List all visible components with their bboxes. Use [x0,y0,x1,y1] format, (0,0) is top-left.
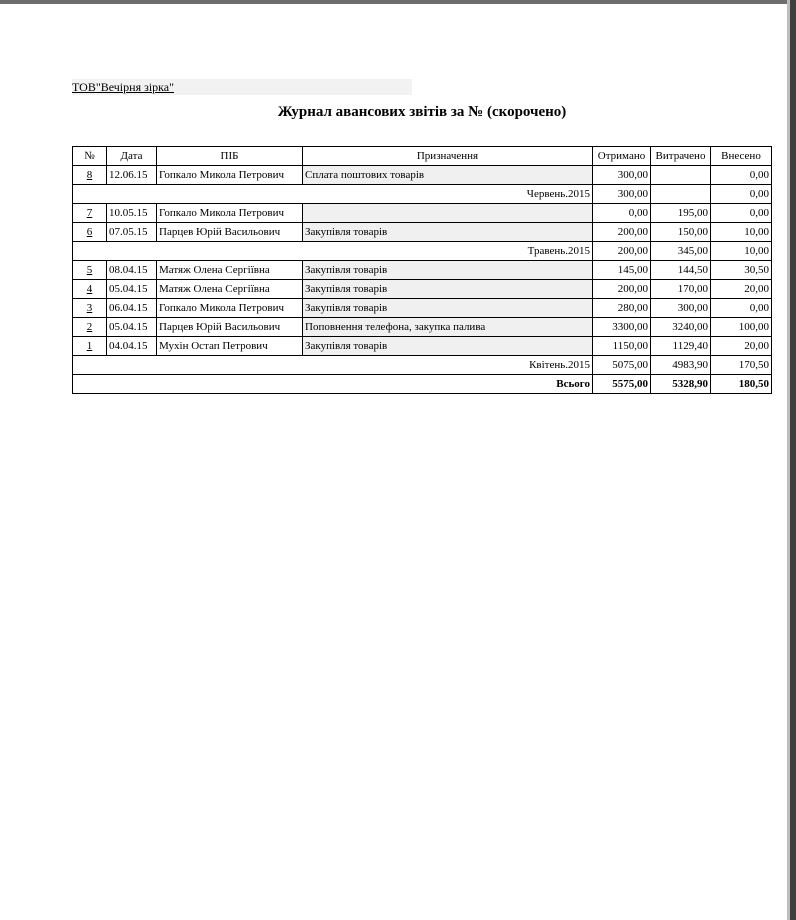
table-row [73,166,772,185]
entry-date: 10.05.15 [107,204,157,223]
page-title: Журнал авансових звітів за № (скорочено) [277,104,567,120]
month-subtotal-row [73,185,772,204]
entry-date: 05.04.15 [107,280,157,299]
subtotal-label: Квітень.2015 [73,356,593,375]
entry-deposited: 20,00 [711,280,772,299]
month-subtotal-row [73,356,772,375]
entry-number-link[interactable]: 7 [86,207,93,219]
entry-spent: 3240,00 [651,318,711,337]
entry-name: Гопкало Микола Петрович [157,204,303,223]
subtotal-deposited: 170,50 [711,356,772,375]
company-name-text[interactable]: ТОВ"Вечірня зірка" [72,80,175,94]
entry-deposited: 10,00 [711,223,772,242]
entry-received: 280,00 [593,299,651,318]
entry-purpose: Закупівля товарів [303,299,593,318]
entry-received: 200,00 [593,280,651,299]
table-header-row [73,147,772,166]
entry-spent: 300,00 [651,299,711,318]
entry-purpose: Закупівля товарів [303,223,593,242]
entry-name: Парцев Юрій Васильович [157,223,303,242]
subtotal-spent: 4983,90 [651,356,711,375]
entry-received: 3300,00 [593,318,651,337]
column-header-deposited: Внесено [711,147,772,166]
entry-received: 0,00 [593,204,651,223]
journal-body [73,166,772,394]
entry-deposited: 0,00 [711,204,772,223]
entry-spent: 170,00 [651,280,711,299]
entry-date: 07.05.15 [107,223,157,242]
total-received: 5575,00 [593,375,651,394]
entry-date: 08.04.15 [107,261,157,280]
entry-purpose: Сплата поштових товарів [303,166,593,185]
entry-number-cell [73,337,107,356]
entry-number-cell [73,299,107,318]
entry-name: Мухін Остап Петрович [157,337,303,356]
entry-date: 04.04.15 [107,337,157,356]
table-row [73,337,772,356]
window-top-border [0,0,796,4]
entry-spent: 144,50 [651,261,711,280]
entry-name: Матяж Олена Сергіївна [157,261,303,280]
journal-table [72,146,772,394]
entry-number-cell [73,318,107,337]
entry-spent: 195,00 [651,204,711,223]
entry-date: 05.04.15 [107,318,157,337]
entry-date: 06.04.15 [107,299,157,318]
entry-deposited: 100,00 [711,318,772,337]
entry-name: Матяж Олена Сергіївна [157,280,303,299]
column-header-spent: Витрачено [651,147,711,166]
grand-total-row [73,375,772,394]
entry-deposited: 0,00 [711,299,772,318]
entry-name: Гопкало Микола Петрович [157,299,303,318]
entry-spent [651,166,711,185]
entry-purpose: Закупівля товарів [303,280,593,299]
subtotal-received: 5075,00 [593,356,651,375]
entry-purpose: Поповнення телефона, закупка палива [303,318,593,337]
subtotal-label: Травень.2015 [73,242,593,261]
table-row [73,299,772,318]
entry-number-cell [73,261,107,280]
entry-number-link[interactable]: 8 [86,169,93,181]
entry-deposited: 20,00 [711,337,772,356]
column-header-number: № [73,147,107,166]
entry-received: 145,00 [593,261,651,280]
entry-purpose: Закупівля товарів [303,261,593,280]
table-row [73,223,772,242]
entry-number-cell [73,223,107,242]
table-row [73,261,772,280]
entry-number-cell [73,166,107,185]
total-deposited: 180,50 [711,375,772,394]
entry-number-link[interactable]: 6 [86,226,93,238]
entry-spent: 1129,40 [651,337,711,356]
subtotal-deposited: 10,00 [711,242,772,261]
subtotal-deposited: 0,00 [711,185,772,204]
subtotal-label: Червень.2015 [73,185,593,204]
window-right-border [790,0,796,920]
total-label: Всього [73,375,593,394]
entry-number-link[interactable]: 3 [86,302,93,314]
entry-number-link[interactable]: 4 [86,283,93,295]
entry-date: 12.06.15 [107,166,157,185]
entry-received: 300,00 [593,166,651,185]
entry-name: Парцев Юрій Васильович [157,318,303,337]
entry-spent: 150,00 [651,223,711,242]
column-header-name: ПІБ [157,147,303,166]
entry-purpose: Закупівля товарів [303,337,593,356]
column-header-purpose: Призначення [303,147,593,166]
subtotal-spent: 345,00 [651,242,711,261]
table-row [73,204,772,223]
subtotal-received: 200,00 [593,242,651,261]
entry-purpose [303,204,593,223]
entry-received: 200,00 [593,223,651,242]
entry-received: 1150,00 [593,337,651,356]
entry-deposited: 0,00 [711,166,772,185]
table-row [73,280,772,299]
subtotal-received: 300,00 [593,185,651,204]
column-header-date: Дата [107,147,157,166]
table-row [73,318,772,337]
company-name [72,79,412,95]
entry-number-link[interactable]: 2 [86,321,93,333]
entry-number-cell [73,280,107,299]
subtotal-spent [651,185,711,204]
total-spent: 5328,90 [651,375,711,394]
entry-deposited: 30,50 [711,261,772,280]
entry-number-link[interactable]: 5 [86,264,93,276]
entry-name: Гопкало Микола Петрович [157,166,303,185]
entry-number-link[interactable]: 1 [86,340,93,352]
entry-number-cell [73,204,107,223]
column-header-received: Отримано [593,147,651,166]
month-subtotal-row [73,242,772,261]
